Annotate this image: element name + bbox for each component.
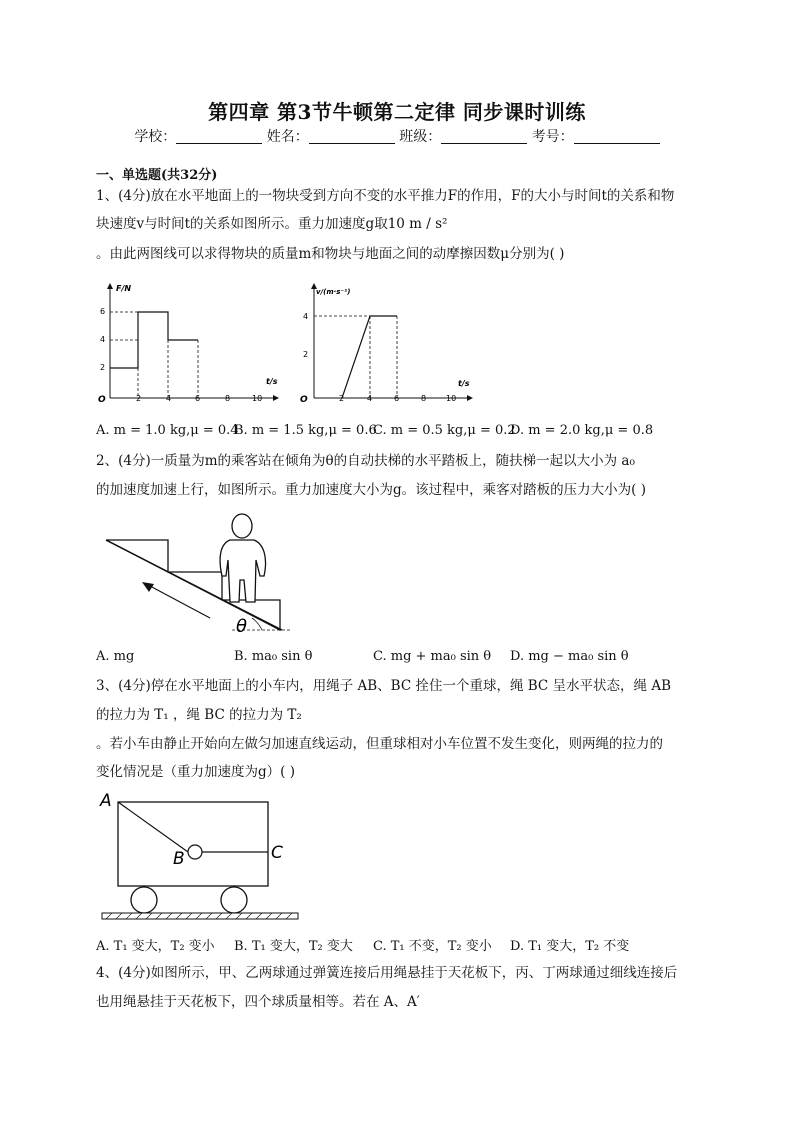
g2-x-tick: 2 (339, 394, 345, 403)
g2-y-tick: 2 (303, 350, 309, 359)
q3-line3: 。若小车由静止开始向左做匀加速直线运动，但重球相对小车位置不发生变化，则两绳的拉力的 (96, 736, 663, 752)
q2-escalator-figure (102, 510, 292, 640)
g2-x-label: t/s (458, 379, 470, 388)
g1-force-curve (110, 312, 198, 368)
g1-x-tick: 4 (166, 394, 172, 403)
point-b-label: B (173, 849, 185, 869)
g2-y-label: v/(m·s⁻¹) (316, 288, 351, 296)
q3-option-d[interactable]: D. T₁ 变大，T₂ 不变 (510, 939, 630, 954)
q1-line1: 1、(4分)放在水平地面上的一物块受到方向不变的水平推力F的作用，F的大小与时间t的关系和物 (96, 188, 675, 204)
g1-x-tick: 6 (195, 394, 201, 403)
q3-option-a[interactable]: A. T₁ 变大，T₂ 变小 (96, 939, 215, 954)
q2-option-a[interactable]: A. mg (96, 649, 135, 664)
school-blank[interactable] (176, 129, 262, 144)
q4-line2: 也用绳悬挂于天花板下，四个球质量相等。若在 A、A′ (96, 994, 420, 1010)
heavy-ball (188, 845, 202, 859)
class-label: 班级： (399, 129, 442, 145)
q1-velocity-time-graph (296, 280, 486, 410)
q1-option-d[interactable]: D. m = 2.0 kg,μ = 0.8 (510, 423, 654, 438)
g2-origin: O (300, 395, 308, 405)
number-label: 考号： (531, 129, 574, 145)
name-label: 姓名： (266, 129, 309, 145)
q2-option-c[interactable]: C. mg + ma₀ sin θ (373, 649, 492, 664)
g2-x-tick: 8 (421, 394, 427, 403)
g2-y-tick: 4 (303, 312, 309, 321)
q1-option-b[interactable]: B. m = 1.5 kg,μ = 0.6 (234, 423, 377, 438)
class-blank[interactable] (441, 129, 527, 144)
passenger-silhouette (220, 514, 265, 602)
g1-x-tick: 10 (252, 394, 263, 403)
q1-options (96, 423, 716, 441)
q1-option-c[interactable]: C. m = 0.5 kg,μ = 0.2 (373, 423, 516, 438)
q3-line1: 3、(4分)停在水平地面上的小车内，用绳子 AB、BC 拴住一个重球，绳 BC 呈水平状态，绳 AB (96, 678, 672, 694)
q2-line2: 的加速度加速上行，如图所示。重力加速度大小为g。该过程中，乘客对踏板的压力大小为( ) (96, 482, 646, 498)
school-label: 学校： (134, 129, 177, 145)
q2-line1: 2、(4分)一质量为m的乘客站在倾角为θ的自动扶梯的水平踏板上，随扶梯一起以大小为 a₀ (96, 453, 635, 469)
q2-options (96, 649, 716, 667)
section-header: 一、单选题(共32分) (96, 168, 218, 183)
theta-label: θ (236, 616, 248, 637)
q2-option-d[interactable]: D. mg − ma₀ sin θ (510, 649, 629, 664)
point-a-label: A (100, 791, 112, 811)
point-c-label: C (271, 843, 283, 863)
g1-x-tick: 2 (136, 394, 142, 403)
q4-line1: 4、(4分)如图所示，甲、乙两球通过弹簧连接后用绳悬挂于天花板下，丙、丁两球通过细线连接后 (96, 965, 678, 981)
q3-line4: 变化情况是（重力加速度为g）( ) (96, 764, 295, 780)
page-title: 第四章 第3节牛顿第二定律 同步课时训练 (208, 100, 586, 124)
q1-option-a[interactable]: A. m = 1.0 kg,μ = 0.4 (96, 423, 239, 438)
g2-velocity-curve (342, 316, 397, 398)
q2-option-b[interactable]: B. ma₀ sin θ (234, 649, 313, 664)
g1-y-label: F/N (116, 284, 132, 293)
g1-x-label: t/s (266, 377, 278, 386)
q3-line2: 的拉力为 T₁ ，绳 BC 的拉力为 T₂ (96, 707, 302, 723)
g1-x-tick: 8 (225, 394, 231, 403)
student-info-line (0, 126, 794, 146)
g1-origin: O (98, 395, 106, 405)
q1-force-time-graph (96, 280, 286, 410)
q1-line2: 块速度v与时间t的关系如图所示。重力加速度g取10 m / s² (96, 216, 448, 232)
q1-line3: 。由此两图线可以求得物块的质量m和物块与地面之间的动摩擦因数μ分别为( ) (96, 246, 565, 262)
g1-y-tick: 6 (100, 307, 106, 316)
g2-x-tick: 6 (394, 394, 400, 403)
q3-cart-figure (96, 790, 306, 922)
number-blank[interactable] (574, 129, 660, 144)
q3-option-b[interactable]: B. T₁ 变大，T₂ 变大 (234, 939, 353, 954)
g2-x-tick: 4 (367, 394, 373, 403)
q3-option-c[interactable]: C. T₁ 不变，T₂ 变小 (373, 939, 492, 954)
g1-y-tick: 4 (100, 335, 106, 344)
q3-options (96, 935, 716, 953)
g2-x-tick: 10 (446, 394, 457, 403)
g1-y-tick: 2 (100, 363, 106, 372)
name-blank[interactable] (309, 129, 395, 144)
